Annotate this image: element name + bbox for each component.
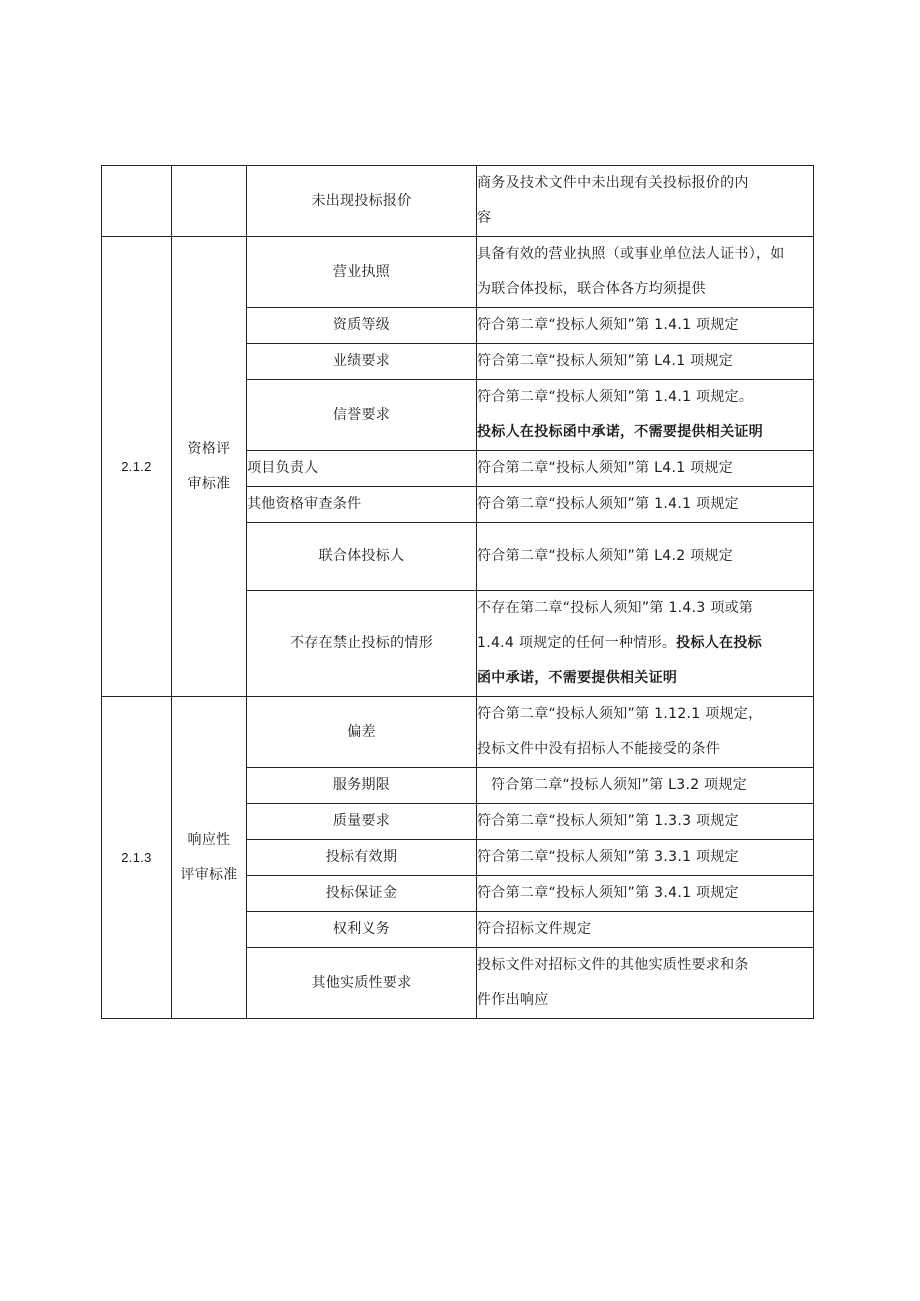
criterion-line (477, 166, 813, 201)
criterion-line (477, 732, 813, 767)
criterion-text: 投标文件对招标文件的其他实质性要求和条 (477, 957, 749, 973)
criterion-cell (477, 804, 814, 840)
criterion-line (491, 768, 813, 803)
category-cell (172, 166, 247, 237)
criterion-cell (477, 166, 814, 237)
review-item-text: 权利义务 (332, 921, 391, 937)
criterion-text: 具备有效的营业执照（或事业单位法人证书），如 (477, 246, 785, 262)
criterion-line (477, 912, 813, 947)
criterion-text: 符合第二章“投标人须知”第 3.4.1 项规定 (477, 885, 739, 901)
criterion-cell (477, 840, 814, 876)
review-item-cell (247, 768, 477, 804)
review-item-text: 质量要求 (332, 813, 391, 829)
criterion-text: 符合第二章“投标人须知”第 3.3.1 项规定 (477, 849, 739, 865)
review-item-cell (247, 912, 477, 948)
review-item-cell (247, 804, 477, 840)
criterion-line (477, 539, 813, 574)
criterion-text: 符合第二章“投标人须知”第 1.4.1 项规定 (477, 317, 739, 333)
criterion-cell (477, 487, 814, 523)
criterion-line (477, 626, 813, 661)
criterion-cell (477, 237, 814, 308)
review-item-text: 联合体投标人 (318, 548, 405, 564)
review-item-text: 其他资格审查条件 (247, 496, 362, 512)
criterion-line (477, 487, 813, 522)
criterion-cell (477, 912, 814, 948)
review-item-text: 服务期限 (332, 777, 391, 793)
criterion-cell (477, 308, 814, 344)
category-cell (172, 697, 247, 1019)
table-row (102, 166, 814, 237)
criterion-cell (477, 344, 814, 380)
criterion-text: 投标文件中没有招标人不能接受的条件 (477, 741, 721, 757)
review-item-cell (247, 237, 477, 308)
criterion-line (477, 591, 813, 626)
criterion-line (477, 876, 813, 911)
criterion-text: 为联合体投标，联合体各方均须提供 (477, 281, 706, 297)
category-label-line: 审标准 (187, 475, 231, 492)
category-label-line: 响应性 (187, 831, 231, 848)
review-item-cell (247, 876, 477, 912)
criterion-cell (477, 697, 814, 768)
category-label-line: 评审标准 (180, 866, 238, 883)
review-item-cell (247, 487, 477, 523)
criterion-line (477, 840, 813, 875)
review-criteria-table (101, 165, 814, 1019)
review-item-text: 资质等级 (332, 317, 391, 333)
review-item-text: 其他实质性要求 (311, 974, 412, 991)
criterion-text: 符合第二章“投标人须知”第 1.12.1 项规定， (477, 706, 763, 722)
review-item-text: 营业执照 (332, 263, 391, 280)
review-item-cell (247, 697, 477, 768)
review-item-cell (247, 948, 477, 1019)
criterion-cell (477, 768, 814, 804)
criterion-text: 1.4.4 项规定的任何一种情形。 (477, 635, 677, 651)
criterion-line (477, 948, 813, 983)
review-item-text: 信誉要求 (332, 406, 391, 423)
criterion-line (477, 697, 813, 732)
criterion-text: 符合第二章“投标人须知”第 L3.2 项规定 (491, 777, 748, 793)
review-item-text: 未出现投标报价 (311, 192, 412, 209)
review-item-cell (247, 380, 477, 451)
criterion-text: 符合第二章“投标人须知”第 1.4.1 项规定 (477, 496, 739, 512)
criterion-line (477, 344, 813, 379)
criterion-cell (477, 948, 814, 1019)
review-item-text: 不存在禁止投标的情形 (290, 635, 433, 651)
review-item-cell (247, 591, 477, 697)
category-label-line: 资格评 (187, 440, 231, 457)
criterion-text: 不存在第二章“投标人须知”第 1.4.3 项或第 (477, 600, 754, 616)
review-item-cell (247, 308, 477, 344)
criterion-text: 符合第二章“投标人须知”第 L4.1 项规定 (477, 353, 734, 369)
review-item-text: 项目负责人 (247, 460, 319, 476)
criterion-text: 符合第二章“投标人须知”第 1.3.3 项规定 (477, 813, 739, 829)
criterion-cell (477, 876, 814, 912)
review-item-text: 偏差 (347, 723, 376, 740)
criterion-line (477, 661, 813, 696)
table-row (102, 697, 814, 768)
criterion-text: 商务及技术文件中未出现有关投标报价的内 (477, 175, 749, 191)
review-item-cell (247, 166, 477, 237)
criterion-text: 符合第二章“投标人须知”第 L4.1 项规定 (477, 460, 734, 476)
criterion-line (477, 272, 813, 307)
criterion-line (477, 983, 813, 1018)
criterion-cell (477, 523, 814, 591)
clause-number-cell (102, 166, 172, 237)
category-cell (172, 237, 247, 697)
criterion-text: 容 (477, 210, 492, 226)
criterion-line (477, 201, 813, 236)
review-item-cell (247, 523, 477, 591)
criterion-line (477, 308, 813, 343)
review-item-text: 投标有效期 (325, 849, 398, 865)
criterion-text-bold: 投标人在投标函中承诺，不需要提供相关证明 (477, 424, 763, 440)
review-item-cell (247, 344, 477, 380)
criterion-text: 件作出响应 (477, 992, 549, 1008)
clause-number-cell (102, 237, 172, 697)
criterion-line (477, 380, 813, 415)
table-row (102, 237, 814, 308)
criterion-cell (477, 591, 814, 697)
criterion-text-bold: 函中承诺，不需要提供相关证明 (477, 670, 678, 686)
criterion-line (477, 804, 813, 839)
criterion-text: 符合招标文件规定 (477, 921, 592, 937)
criterion-text: 符合第二章“投标人须知”第 L4.2 项规定 (477, 548, 734, 564)
review-item-cell (247, 840, 477, 876)
review-item-text: 业绩要求 (332, 353, 391, 369)
clause-number: 2.1.2 (121, 459, 152, 474)
clause-number-cell (102, 697, 172, 1019)
criterion-line (477, 237, 813, 272)
criterion-cell (477, 451, 814, 487)
review-item-cell (247, 451, 477, 487)
criterion-text: 符合第二章“投标人须知”第 1.4.1 项规定。 (477, 389, 754, 405)
criterion-text-bold: 投标人在投标 (676, 635, 762, 651)
clause-number: 2.1.3 (121, 850, 152, 865)
review-item-text: 投标保证金 (325, 885, 398, 901)
criterion-cell (477, 380, 814, 451)
criterion-line (477, 451, 813, 486)
criterion-line (477, 415, 813, 450)
